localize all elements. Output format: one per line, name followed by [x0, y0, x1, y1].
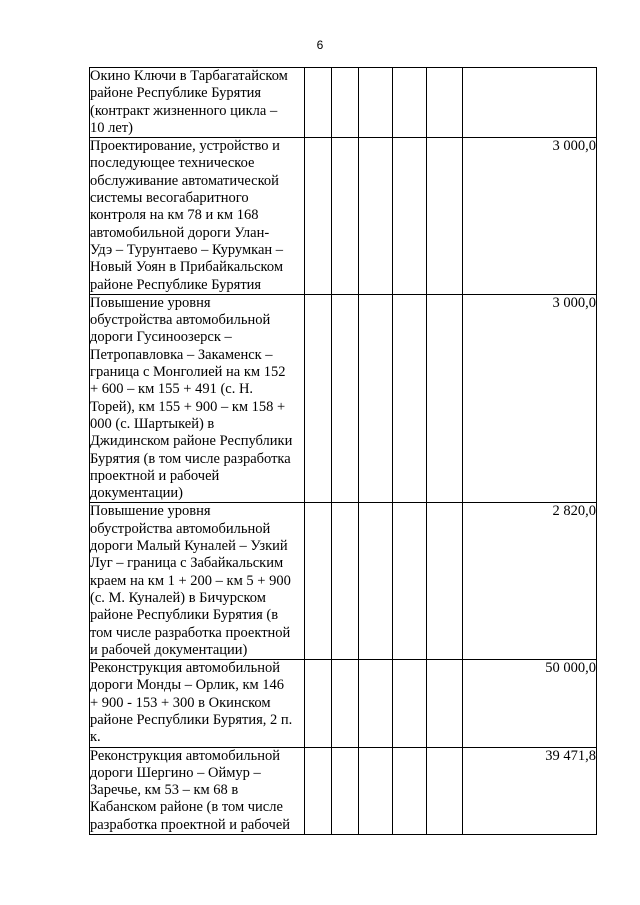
object-name-cell [90, 660, 305, 747]
object-name-line: дороги Шергино – Оймур – [90, 764, 261, 781]
empty-cell [393, 138, 427, 295]
object-name-line: дороги Гусиноозерск – [90, 329, 232, 346]
table-row [90, 294, 597, 503]
object-name-line: обслуживание автоматической [90, 172, 279, 189]
page-number: 6 [316, 38, 324, 52]
object-name-cell [90, 503, 305, 660]
amount-cell: 3 000,0 [463, 138, 597, 295]
object-name-line: автомобильной дороги Улан- [90, 224, 270, 241]
object-name-line: Кабанском районе (в том числе [90, 799, 283, 816]
empty-cell [359, 68, 393, 138]
empty-cell [305, 747, 332, 834]
empty-cell [332, 660, 359, 747]
table-row [90, 747, 597, 834]
empty-cell [393, 68, 427, 138]
empty-cell [427, 294, 463, 503]
empty-cell [332, 747, 359, 834]
empty-cell [393, 503, 427, 660]
table-row [90, 68, 597, 138]
empty-cell [359, 660, 393, 747]
object-name-line: Заречье, км 53 – км 68 в [90, 782, 239, 799]
table-row [90, 660, 597, 747]
object-name-line: районе Республике Бурятия [90, 276, 262, 293]
object-name-line: Торей), км 155 + 900 – км 158 + [90, 398, 286, 415]
object-name-line: системы весогабаритного [90, 190, 249, 207]
object-name-line: дороги Малый Куналей – Узкий [90, 538, 288, 555]
amount-cell: 39 471,8 [463, 747, 597, 834]
object-name-line: обустройства автомобильной [90, 312, 271, 329]
object-name-cell [90, 138, 305, 295]
object-name-line: Повышение уровня [90, 503, 211, 520]
object-name-line: том числе разработка проектной [90, 624, 291, 641]
empty-cell [305, 294, 332, 503]
object-name-line: Луг – граница с Забайкальским [90, 555, 284, 572]
empty-cell [427, 68, 463, 138]
object-name-line: 10 лет) [90, 119, 133, 136]
amount-cell: 50 000,0 [463, 660, 597, 747]
empty-cell [393, 747, 427, 834]
object-name-line: Повышение уровня [90, 294, 211, 311]
object-name-line: краем на км 1 + 200 – км 5 + 900 [90, 572, 291, 589]
object-name-line: Бурятия (в том числе разработка [90, 450, 291, 467]
object-name-line: Реконструкция автомобильной [90, 747, 280, 764]
empty-cell [427, 503, 463, 660]
object-name-line: 000 (с. Шартыкей) в [90, 415, 215, 432]
object-name-line: Джидинском районе Республики [90, 433, 293, 450]
empty-cell [359, 294, 393, 503]
empty-cell [332, 68, 359, 138]
object-name-line: + 600 – км 155 + 491 (с. Н. [90, 381, 254, 398]
object-name-cell [90, 68, 305, 138]
object-name-line: разработка проектной и рабочей [90, 816, 291, 833]
empty-cell [305, 68, 332, 138]
object-name-line: Петропавловка – Закаменск – [90, 346, 273, 363]
empty-cell [332, 503, 359, 660]
amount-cell [463, 68, 597, 138]
object-name-line: последующее техническое [90, 155, 255, 172]
amount-cell: 3 000,0 [463, 294, 597, 503]
object-name-line: граница с Монголией на км 152 [90, 364, 286, 381]
empty-cell [332, 138, 359, 295]
object-name-line: проектной и рабочей [90, 467, 220, 484]
object-name-line: (контракт жизненного цикла – [90, 102, 278, 119]
empty-cell [305, 138, 332, 295]
object-name-line: и рабочей документации) [90, 641, 248, 658]
object-name-cell [90, 747, 305, 834]
object-name-line: районе Республики Бурятия (в [90, 607, 279, 624]
object-name-line: Реконструкция автомобильной [90, 660, 280, 677]
object-name-line: районе Республике Бурятия [90, 85, 262, 102]
empty-cell [393, 660, 427, 747]
budget-table-body [90, 68, 597, 835]
object-name-line: Окино Ключи в Тарбагатайском [90, 68, 288, 84]
empty-cell [332, 294, 359, 503]
object-name-line: Проектирование, устройство и [90, 138, 280, 155]
object-name-line: контроля на км 78 и км 168 [90, 207, 259, 224]
object-name-line: дороги Монды – Орлик, км 146 [90, 677, 285, 694]
object-name-line: + 900 - 153 + 300 в Окинском [90, 694, 271, 711]
empty-cell [359, 747, 393, 834]
empty-cell [305, 503, 332, 660]
empty-cell [359, 138, 393, 295]
table-row [90, 503, 597, 660]
empty-cell [427, 660, 463, 747]
object-name-cell [90, 294, 305, 503]
budget-table [89, 67, 597, 835]
amount-cell: 2 820,0 [463, 503, 597, 660]
object-name-line: (с. М. Куналей) в Бичурском [90, 589, 266, 606]
object-name-line: районе Республики Бурятия, 2 п. [90, 711, 293, 728]
object-name-line: Новый Уоян в Прибайкальском [90, 259, 284, 276]
object-name-line: обустройства автомобильной [90, 520, 271, 537]
object-name-line: к. [90, 729, 101, 746]
table-row [90, 138, 597, 295]
object-name-line: документации) [90, 485, 183, 502]
empty-cell [427, 138, 463, 295]
object-name-line: Удэ – Турунтаево – Курумкан – [90, 241, 284, 258]
empty-cell [427, 747, 463, 834]
empty-cell [359, 503, 393, 660]
empty-cell [305, 660, 332, 747]
empty-cell [393, 294, 427, 503]
